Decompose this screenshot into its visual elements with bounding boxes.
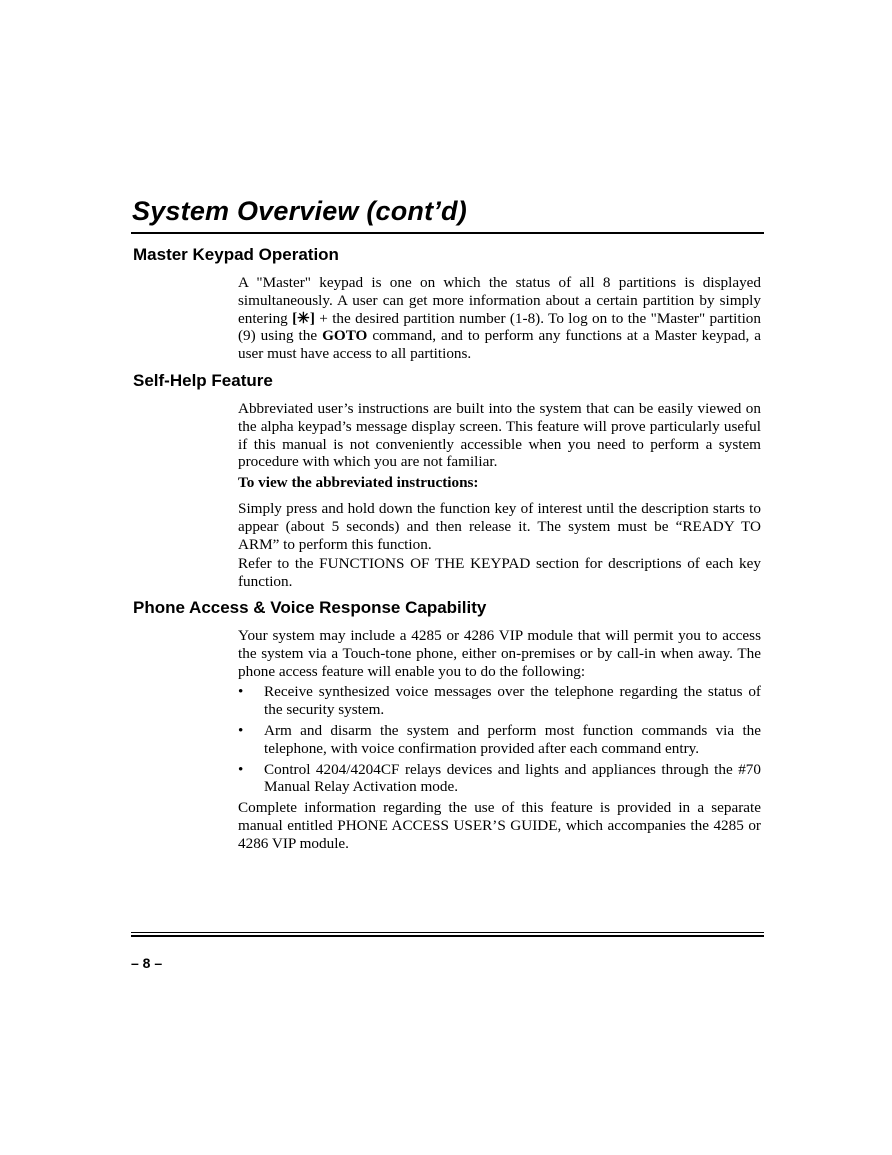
master-keypad-text-b: + the desired partition number (1-8). To log on to the "Master" partition (9) using the — [238, 309, 761, 345]
page-title: System Overview (cont’d) — [132, 196, 467, 226]
section-heading-master-keypad: Master Keypad Operation — [133, 245, 339, 264]
self-help-paragraph-2: Simply press and hold down the function key of interest until the description starts to appear (about 5 seconds) and then release it. The system must be “READY TO ARM” to perform this function. — [238, 499, 761, 553]
list-item — [238, 722, 761, 758]
master-keypad-paragraph — [238, 274, 761, 363]
goto-command: GOTO — [322, 327, 368, 345]
footer-divider-bottom — [131, 935, 764, 937]
master-keypad-text-a: A "Master" keypad is one on which the status of all 8 partitions is displayed simultaneously. A user can get more information about a certain partition by simply entering — [238, 274, 761, 327]
self-help-body — [238, 400, 761, 591]
list-item-text: Arm and disarm the system and perform most function commands via the telephone, with voice confirmation provided after each command entry. — [264, 721, 761, 757]
master-keypad-text-c: command, and to perform any functions at a Master keypad, a user must have access to all partitions. — [238, 327, 761, 363]
master-keypad-body — [238, 274, 761, 363]
self-help-paragraph-3: Refer to the FUNCTIONS OF THE KEYPAD section for descriptions of each key function. — [238, 555, 761, 591]
section-heading-phone-access: Phone Access & Voice Response Capability — [133, 598, 487, 617]
phone-access-paragraph-1: Your system may include a 4285 or 4286 VIP module that will permit you to access the system via a Touch-tone phone, either on-premises or by call-in when away. The phone access feature will enable you to do the following: — [238, 627, 761, 680]
list-item-text: Receive synthesized voice messages over the telephone regarding the status of the security system. — [264, 683, 761, 719]
bullet-icon: • — [238, 683, 244, 701]
footer-divider-top — [131, 932, 764, 933]
phone-access-paragraph-2: Complete information regarding the use of this feature is provided in a separate manual entitled PHONE ACCESS USER’S GUIDE, which accompanies the 4285 or 4286 VIP module. — [238, 799, 761, 852]
self-help-paragraph-1: Abbreviated user’s instructions are built into the system that can be easily viewed on the alpha keypad’s message display screen. This feature will prove particularly useful if this manual is not conveniently accessible when you need to perform a system procedure with which you are not familiar. — [238, 400, 761, 471]
bullet-icon: • — [238, 760, 244, 778]
phone-access-body — [238, 627, 761, 853]
star-key: [✳] — [292, 309, 315, 327]
self-help-subheading: To view the abbreviated instructions: — [238, 474, 479, 492]
phone-access-bullet-list — [238, 683, 761, 796]
bullet-icon: • — [238, 721, 244, 739]
page-number: – 8 – — [131, 955, 163, 971]
section-heading-self-help: Self-Help Feature — [133, 371, 273, 390]
list-item — [238, 683, 761, 719]
title-divider — [131, 232, 764, 234]
list-item — [238, 761, 761, 797]
list-item-text: Control 4204/4204CF relays devices and lights and appliances through the #70 Manual Relay Activation mode. — [264, 760, 761, 796]
